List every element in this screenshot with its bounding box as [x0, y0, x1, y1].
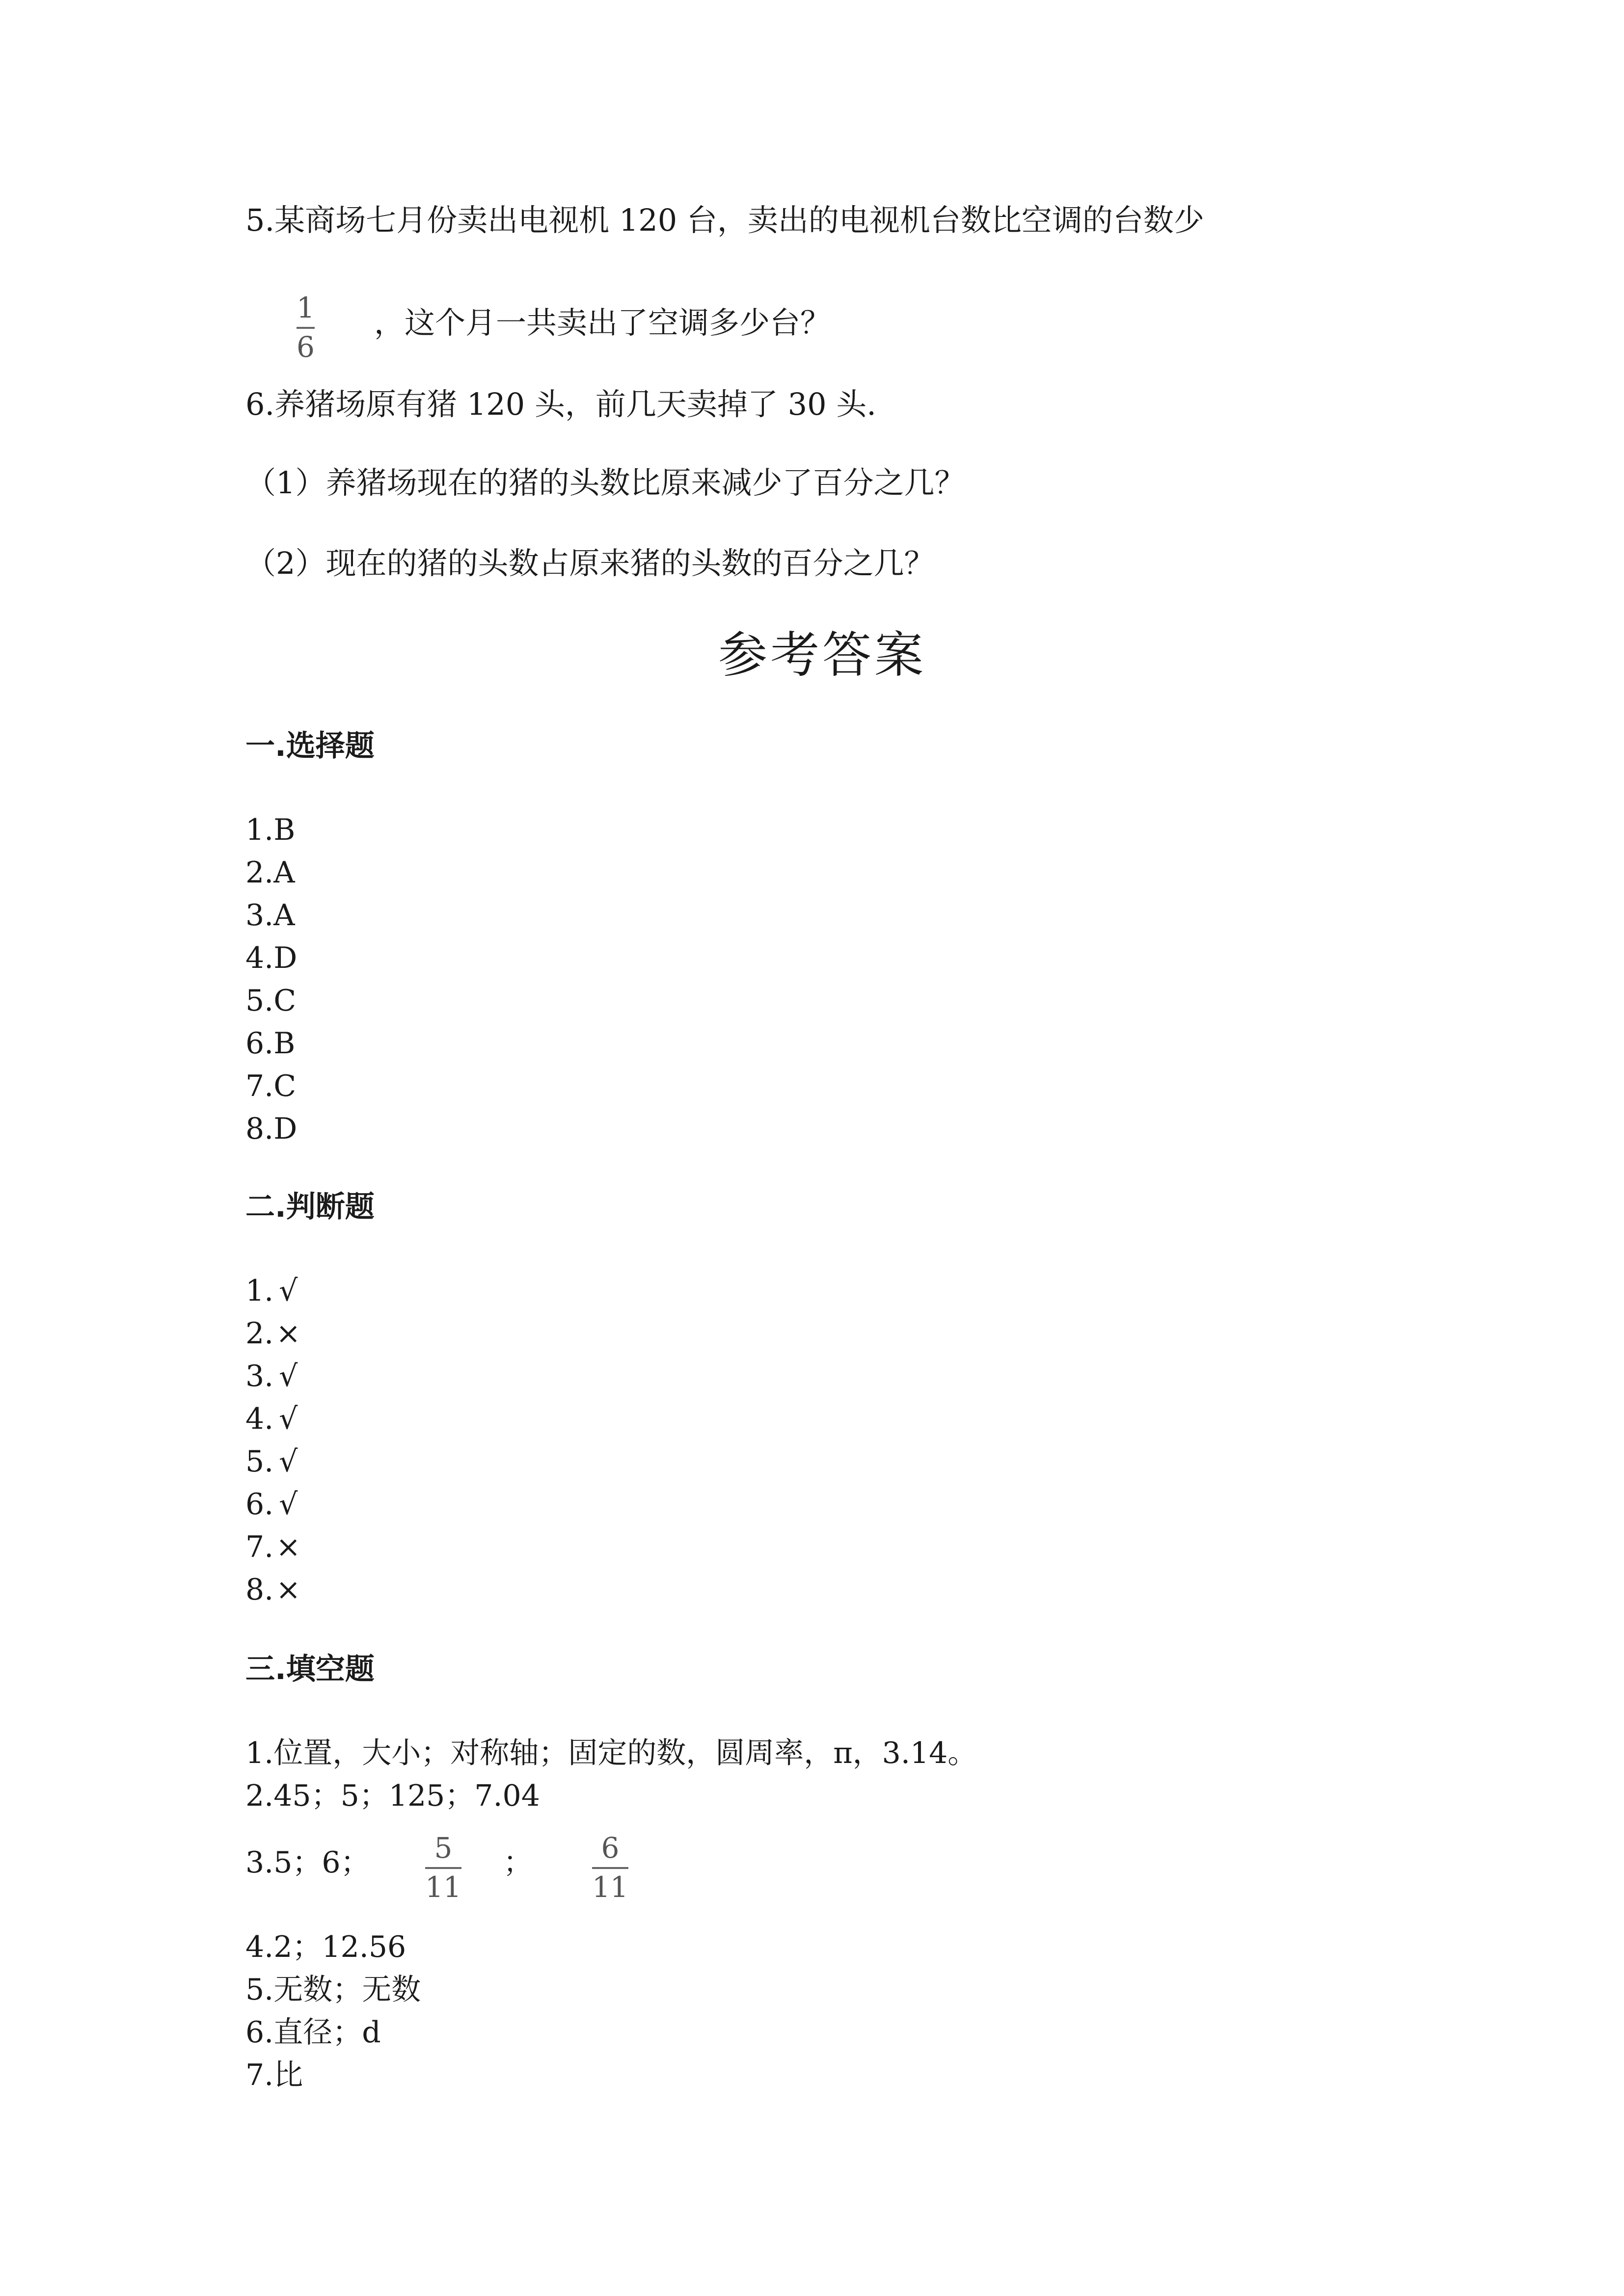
judge-number: 8. [245, 1573, 274, 1607]
judge-mark: √ [279, 1402, 298, 1436]
choice-answer: 2.A [245, 855, 295, 890]
judge-answer [245, 1359, 303, 1393]
judge-answer [245, 1404, 303, 1434]
choice-answer: 1.B [245, 813, 296, 847]
fill-answer-5: 5.无数；无数 [245, 1973, 421, 2007]
judge-answer [245, 1487, 303, 1522]
choice-answer: 5.C [245, 984, 297, 1018]
fill-answer-7: 7.比 [245, 2058, 303, 2092]
question-5-fraction [297, 291, 315, 364]
fraction-bar [425, 1867, 461, 1869]
choice-answer: 6.B [245, 1026, 296, 1061]
choice-answer: 7.C [245, 1069, 297, 1103]
fraction-bar [592, 1867, 628, 1869]
choice-answer: 4.D [245, 941, 298, 975]
judge-mark: √ [279, 1444, 298, 1479]
fill-answer-1: 1.位置，大小；对称轴；固定的数，圆周率，π，3.14。 [245, 1736, 977, 1770]
question-5-line1: 5.某商场七月份卖出电视机 120 台，卖出的电视机台数比空调的台数少 [245, 202, 1204, 238]
judge-mark: √ [279, 1359, 298, 1393]
fraction-denominator: 6 [297, 330, 315, 364]
judge-mark: × [276, 1316, 301, 1351]
fill-answer-6: 6.直径；d [245, 2015, 381, 2050]
fill-answer-3-separator: ； [503, 1845, 533, 1880]
fraction-numerator: 5 [434, 1831, 453, 1865]
judge-mark: × [276, 1573, 301, 1607]
choice-answer: 3.A [245, 898, 295, 933]
judge-answer [245, 1276, 303, 1306]
judge-answer [245, 1316, 303, 1351]
judge-mark: × [276, 1530, 301, 1564]
fraction-numerator: 6 [601, 1831, 620, 1865]
fill-answer-3-prefix: 3.5；6； [245, 1845, 370, 1880]
judge-answer [245, 1444, 303, 1479]
fraction-denominator: 11 [425, 1870, 461, 1904]
judge-answer [245, 1573, 303, 1607]
fill-answer-4: 4.2；12.56 [245, 1930, 406, 1964]
judge-answer [245, 1532, 303, 1562]
judge-mark: √ [279, 1274, 298, 1308]
question-6-line1: 6.养猪场原有猪 120 头，前几天卖掉了 30 头. [245, 386, 876, 422]
judge-number: 3. [245, 1359, 274, 1393]
section-judge-heading: 二.判断题 [245, 1190, 375, 1224]
question-6-sub1: （1）养猪场现在的猪的头数比原来减少了百分之几？ [245, 465, 965, 501]
question-6-sub2: （2）现在的猪的头数占原来猪的头数的百分之几？ [245, 545, 935, 581]
choice-answer: 8.D [245, 1112, 298, 1146]
judge-number: 1. [245, 1274, 274, 1308]
section-choice-heading: 一.选择题 [245, 729, 375, 763]
fill-answer-2: 2.45；5；125；7.04 [245, 1779, 540, 1813]
fraction-denominator: 11 [592, 1870, 628, 1904]
fraction-bar [297, 327, 315, 329]
fill-answer-3-fraction-1 [425, 1831, 461, 1904]
fill-answer-3-fraction-2 [592, 1831, 628, 1904]
judge-mark: √ [279, 1487, 298, 1522]
fraction-numerator: 1 [297, 291, 315, 324]
judge-number: 4. [245, 1402, 274, 1436]
judge-number: 7. [245, 1530, 274, 1564]
section-fill-heading: 三.填空题 [245, 1652, 375, 1686]
judge-number: 2. [245, 1316, 274, 1351]
answer-title: 参考答案 [718, 626, 926, 684]
question-5-line2: ，这个月一共卖出了空调多少台？ [374, 305, 831, 341]
judge-number: 6. [245, 1487, 274, 1522]
judge-number: 5. [245, 1444, 274, 1479]
